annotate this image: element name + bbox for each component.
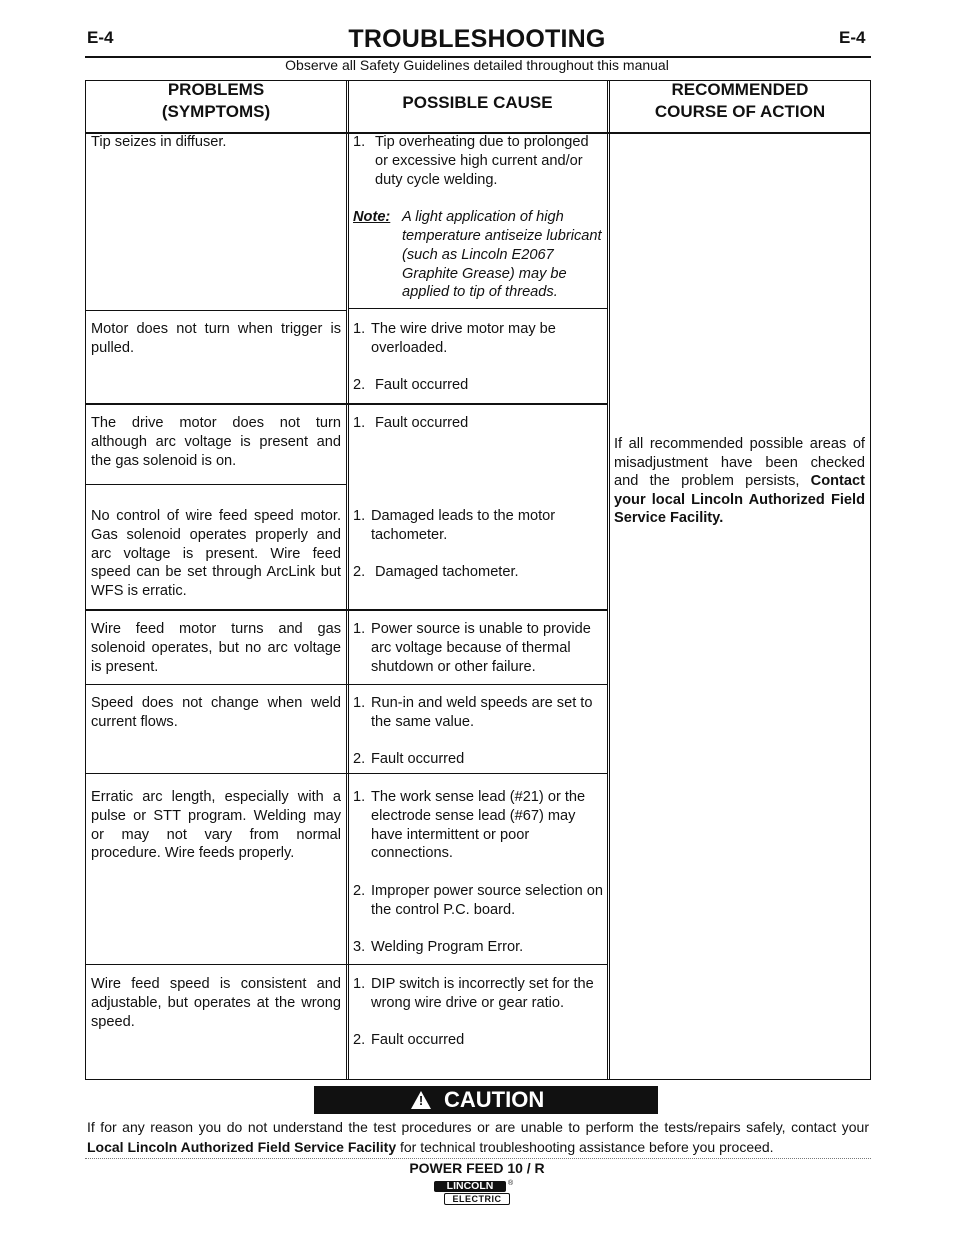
cause-cell: [353, 975, 603, 1050]
cause-number: 1.: [353, 789, 366, 805]
cause-number: 3.: [353, 939, 366, 956]
safety-note: Observe all Safety Guidelines detailed throughout this manual: [285, 57, 669, 73]
problem-cell: Motor does not turn when trigger is pulled.: [91, 321, 341, 356]
product-name: POWER FEED 10 / R: [409, 1160, 545, 1176]
row-divider: [85, 684, 608, 685]
caution-banner: [314, 1086, 658, 1114]
problem-cell: Erratic arc length, especially with a pulse or STT program. Welding may or may not vary from normal procedure. Wire feeds properly.: [91, 789, 341, 862]
column-divider: [609, 80, 610, 1080]
row-divider: [85, 609, 608, 611]
cause-text: Tip overheating due to prolonged or excessive high current and/or duty cycle welding.: [375, 134, 589, 188]
cause-item: [353, 507, 603, 545]
caution-text-part2: for technical troubleshooting assistance before you proceed.: [396, 1138, 774, 1155]
logo-bottom: ELECTRIC: [444, 1193, 510, 1205]
note: [353, 208, 603, 302]
page-number-left: E-4: [87, 28, 114, 47]
header-action: [610, 79, 870, 123]
cause-item: [353, 750, 603, 769]
cause-number: 2.: [353, 564, 366, 581]
lincoln-electric-logo: [434, 1180, 514, 1205]
header-action-line2: COURSE OF ACTION: [654, 102, 826, 121]
cause-number: 2.: [353, 377, 366, 394]
header-action-line1: RECOMMENDED: [671, 80, 809, 99]
cause-cell: [353, 694, 603, 769]
logo-top: LINCOLN: [434, 1181, 506, 1192]
cause-item: [353, 938, 603, 957]
cause-text: Fault occurred: [371, 1032, 465, 1049]
cause-text: The work sense lead (#21) or the electrode sense lead (#67) may have intermittent or poor connections.: [371, 789, 586, 862]
cause-number: 1.: [353, 621, 366, 637]
recommended-action-contact: Contact your local Lincoln Authorized Field Service Facility.: [614, 473, 865, 527]
cause-text: Fault occurred: [375, 377, 469, 394]
column-divider: [348, 80, 349, 1080]
cause-item: [353, 975, 603, 1013]
problem-cell: No control of wire feed speed motor. Gas solenoid operates properly and arc voltage is present. Wire feed speed can be set through ArcLink but WFS is erratic.: [91, 508, 341, 600]
cause-text: Fault occurred: [371, 751, 465, 768]
cause-number: 1.: [353, 508, 366, 524]
row-divider: [348, 308, 608, 309]
header-problems-line2: (SYMPTOMS): [161, 102, 271, 121]
caution-text-bold: Local Lincoln Authorized Field Service Facility: [87, 1138, 397, 1155]
cause-item: [353, 133, 603, 189]
cause-number: 1.: [353, 976, 366, 992]
row-divider: [85, 310, 347, 311]
cause-item: [353, 882, 603, 920]
column-divider: [607, 80, 608, 1080]
cause-cell: [353, 620, 603, 676]
cause-text: The wire drive motor may be overloaded.: [371, 321, 556, 356]
cause-number: 1.: [353, 134, 366, 150]
cause-item: [353, 788, 603, 863]
problem-cell: Speed does not change when weld current flows.: [91, 695, 341, 730]
cause-number: 2.: [353, 751, 366, 768]
cause-text: Improper power source selection on the control P.C. board.: [371, 882, 603, 918]
row-divider: [85, 403, 608, 405]
note-text: A light application of high temperature antiseize lubricant (such as Lincoln E2067 Graphite Grease) may be applied to tip of threads.: [402, 209, 602, 301]
cause-text: Fault occurred: [375, 415, 469, 431]
header-problems: [86, 79, 346, 123]
logo-registered: ®: [508, 1180, 514, 1187]
cause-text: DIP switch is incorrectly set for the wrong wire drive or gear ratio.: [371, 976, 594, 1011]
cause-number: 1.: [353, 321, 366, 337]
cause-cell: [353, 507, 603, 582]
cause-text: Damaged tachometer.: [375, 564, 519, 581]
caution-text-part1: If for any reason you do not understand the test procedures or are unable to perform the tests/repairs safely, contact your: [87, 1119, 869, 1135]
problem-cell: Wire feed motor turns and gas solenoid operates, but no arc voltage is present.: [91, 621, 341, 675]
note-label: Note:: [353, 209, 391, 226]
header-problems-line1: PROBLEMS: [167, 80, 265, 99]
cause-item: [353, 414, 603, 433]
cause-cell: [353, 414, 603, 433]
problem-cell: The drive motor does not turn although arc voltage is present and the gas solenoid is on.: [91, 415, 341, 469]
cause-item: [353, 376, 603, 395]
cause-number: 2.: [353, 882, 366, 899]
page-title: TROUBLESHOOTING: [348, 25, 606, 53]
cause-text: Power source is unable to provide arc voltage because of thermal shutdown or other failure.: [371, 621, 591, 675]
footer-divider: [85, 1158, 871, 1159]
cause-text: Damaged leads to the motor tachometer.: [371, 508, 556, 543]
column-divider: [346, 80, 347, 1080]
caution-text: [87, 1118, 869, 1157]
cause-number: 1.: [353, 695, 366, 711]
problem-cell: Wire feed speed is consistent and adjustable, but operates at the wrong speed.: [91, 976, 341, 1030]
row-divider: [85, 964, 608, 965]
header-cause: POSSIBLE CAUSE: [402, 93, 553, 112]
row-divider: [85, 484, 347, 485]
cause-text: Welding Program Error.: [371, 939, 524, 956]
cause-item: [353, 1031, 603, 1050]
cause-cell: [353, 788, 603, 957]
cause-item: [353, 620, 603, 676]
caution-label: CAUTION: [444, 1087, 545, 1112]
problem-cell: Tip seizes in diffuser.: [91, 134, 227, 150]
warning-exclaim: !: [418, 1093, 424, 1108]
recommended-action-text: If all recommended possible areas of misadjustment have been checked and the problem persists,: [614, 436, 865, 490]
cause-number: 1.: [353, 415, 366, 431]
cause-text: Run-in and weld speeds are set to the same value.: [371, 695, 593, 730]
cause-item: [353, 694, 603, 732]
cause-number: 2.: [353, 1032, 366, 1049]
recommended-action: [614, 435, 865, 528]
cause-item: [353, 563, 603, 582]
cause-cell: [353, 133, 603, 302]
page-number-right: E-4: [839, 28, 866, 47]
cause-cell: [353, 320, 603, 395]
cause-item: [353, 320, 603, 358]
row-divider: [85, 773, 608, 774]
